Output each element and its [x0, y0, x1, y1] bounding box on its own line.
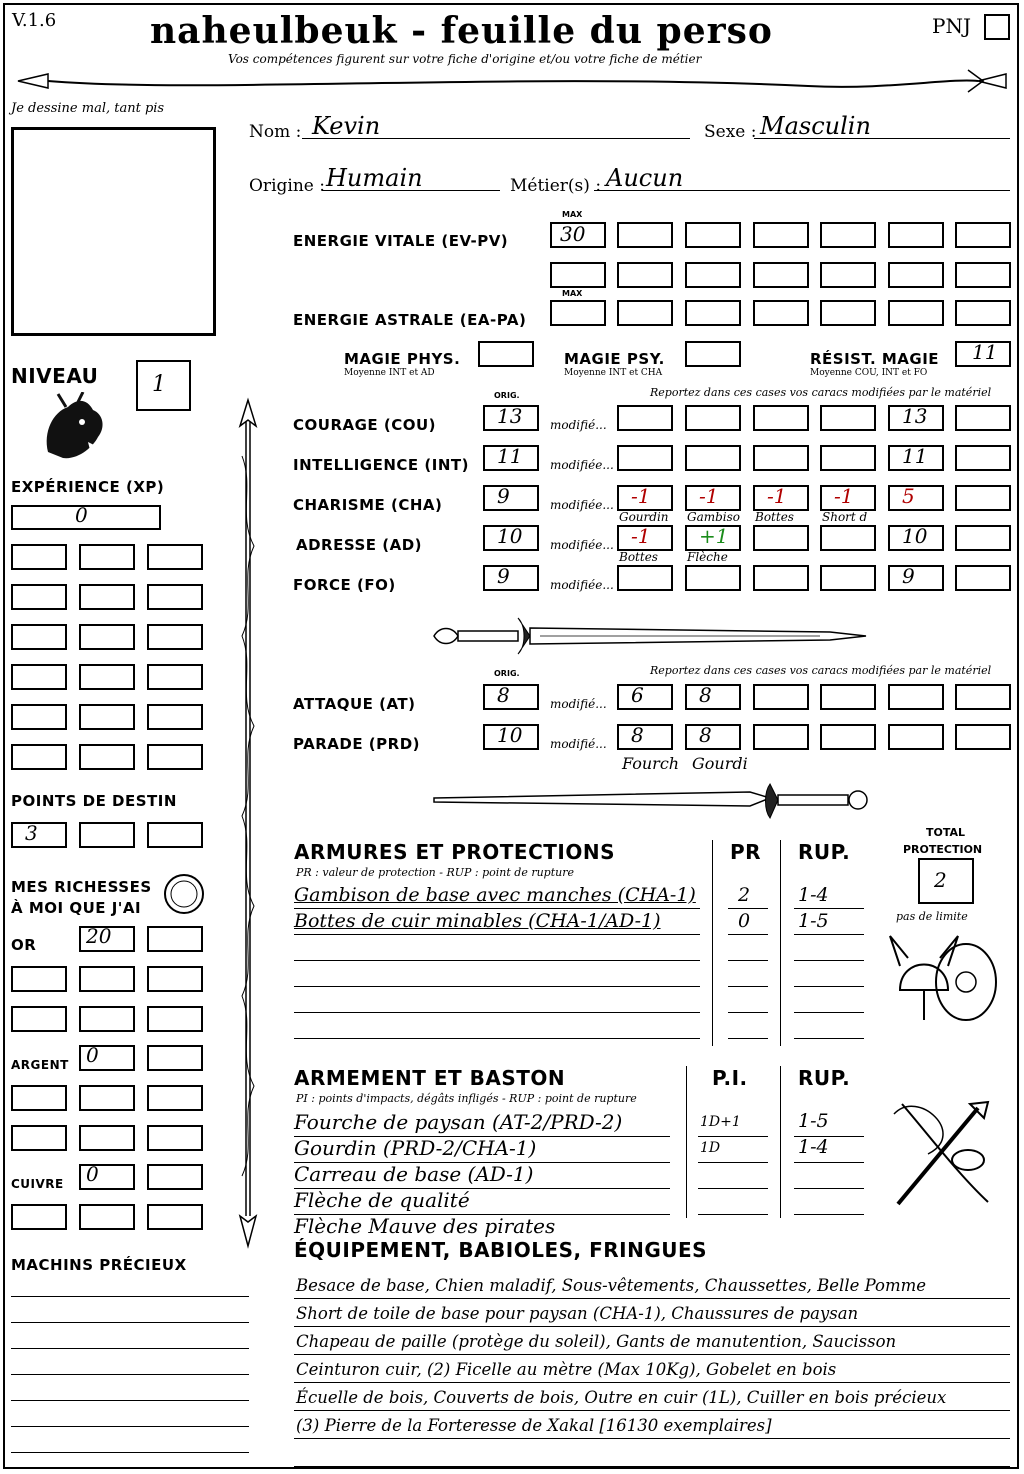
armure-rup-line[interactable]: [794, 986, 864, 987]
cuivre-value: 0: [86, 1162, 99, 1186]
carac-mod-box[interactable]: [753, 565, 809, 591]
combat-modifie-label: modifié...: [550, 737, 607, 751]
armure-name[interactable]: Bottes de cuir minables (CHA-1/AD-1): [294, 910, 661, 932]
combat-mod-box[interactable]: [955, 684, 1011, 710]
combat-mod-value: 8: [699, 683, 712, 707]
xp-box[interactable]: [147, 704, 203, 730]
combat-mod-box[interactable]: [617, 724, 673, 750]
carac-mod-box[interactable]: [955, 525, 1011, 551]
destin-label: POINTS DE DESTIN: [11, 792, 177, 810]
no-limit-note: pas de limite: [896, 910, 968, 923]
rich-box[interactable]: [147, 1085, 203, 1111]
armures-pr-header: PR: [730, 840, 762, 864]
armure-pr[interactable]: 2: [738, 884, 751, 906]
ev-max-value: 30: [560, 222, 586, 246]
arme-pi[interactable]: 1D+1: [700, 1114, 741, 1130]
magie-psy-sub: Moyenne INT et CHA: [564, 368, 663, 378]
rich-box[interactable]: [79, 1085, 135, 1111]
ea-box[interactable]: [955, 300, 1011, 326]
equipement-item[interactable]: Écuelle de bois, Couverts de bois, Outre en cuir (1L), Cuiller en bois précieux: [296, 1388, 947, 1407]
combat-mod-box[interactable]: [820, 684, 876, 710]
armure-rup-line[interactable]: [794, 1038, 864, 1039]
carac-note: Short d: [822, 510, 868, 524]
xp-box[interactable]: [147, 664, 203, 690]
carac-mod-box[interactable]: [685, 405, 741, 431]
ea-box[interactable]: [617, 300, 673, 326]
xp-box[interactable]: [79, 664, 135, 690]
rich-box[interactable]: [79, 1125, 135, 1151]
carac-mod-value: 13: [902, 404, 928, 428]
destin-box-1[interactable]: [11, 822, 67, 848]
armures-rup-header: RUP.: [798, 840, 851, 864]
spear-divider-icon: [8, 64, 1016, 94]
carac-mod-box[interactable]: [820, 405, 876, 431]
destin-box-2[interactable]: [79, 822, 135, 848]
combat-mod-value: 6: [631, 683, 644, 707]
carac-mod-box[interactable]: [955, 565, 1011, 591]
combat-mod-value: 8: [631, 723, 644, 747]
carac-mod-value: -1: [767, 484, 787, 508]
armure-rup-line[interactable]: [794, 934, 864, 935]
ea-max-label: MAX: [562, 289, 583, 298]
carac-orig-value: 10: [497, 524, 523, 548]
equipement-line[interactable]: [294, 1326, 1010, 1327]
carac-mod-value: -1: [699, 484, 719, 508]
armure-pr-line[interactable]: [728, 1038, 768, 1039]
armures-divider: [712, 840, 713, 1046]
carac-orig-value: 9: [497, 484, 510, 508]
equipement-line[interactable]: [294, 1438, 1010, 1439]
destin-value: 3: [25, 821, 38, 845]
combat-mod-box[interactable]: [888, 684, 944, 710]
carac-mod-box[interactable]: [888, 565, 944, 591]
carac-orig-value: 13: [497, 404, 523, 428]
armement-title: ARMEMENT ET BASTON: [294, 1066, 566, 1090]
arme-pi-line[interactable]: [698, 1188, 768, 1189]
rich-box[interactable]: [11, 1006, 67, 1032]
richesses-label-2: À MOI QUE J'AI: [11, 899, 142, 917]
carac-mod-box[interactable]: [820, 445, 876, 471]
spear-icon: [228, 396, 268, 1256]
pnj-label: PNJ: [932, 14, 971, 38]
total-protection-value: 2: [934, 868, 947, 892]
armement-subtitle: PI : points d'impacts, dégâts infligés - RUP : point de rupture: [296, 1092, 637, 1105]
arme-rup-line[interactable]: [794, 1214, 864, 1215]
magie-phys-sub: Moyenne INT et AD: [344, 368, 435, 378]
xp-box[interactable]: [79, 624, 135, 650]
helmet-shield-icon: [888, 926, 1000, 1028]
xp-box[interactable]: [79, 704, 135, 730]
combat-orig-value: 10: [497, 723, 523, 747]
ea-label: ENERGIE ASTRALE (EA-PA): [293, 311, 527, 329]
carac-mod-box[interactable]: [888, 485, 944, 511]
magie-psy-box[interactable]: [685, 341, 741, 367]
arme-name[interactable]: Flèche de qualité: [294, 1188, 470, 1212]
coin-icon: [162, 872, 206, 916]
carac-label: CHARISME (CHA): [293, 496, 443, 514]
pnj-checkbox[interactable]: [984, 14, 1010, 40]
arme-rup-line[interactable]: [794, 1162, 864, 1163]
armure-rup-line[interactable]: [794, 908, 864, 909]
resist-magie-sub: Moyenne COU, INT et FO: [810, 368, 928, 378]
caracs-orig-label: ORIG.: [494, 391, 520, 400]
carac-mod-box[interactable]: [820, 565, 876, 591]
armement-divider: [686, 1066, 687, 1218]
ea-max-box[interactable]: [550, 300, 606, 326]
carac-mod-value: 11: [902, 444, 928, 468]
machins-line[interactable]: [11, 1374, 249, 1375]
combat-mod-box[interactable]: [955, 724, 1011, 750]
machins-line[interactable]: [11, 1296, 249, 1297]
portrait-box[interactable]: [11, 127, 216, 336]
armure-line[interactable]: [294, 986, 700, 987]
arme-rup[interactable]: 1-4: [798, 1136, 829, 1158]
portrait-caption: Je dessine mal, tant pis: [11, 101, 165, 116]
carac-modifie-label: modifiée...: [550, 578, 614, 592]
xp-box[interactable]: [147, 544, 203, 570]
carac-mod-value: -1: [834, 484, 854, 508]
armure-pr-line[interactable]: [728, 960, 768, 961]
rich-box[interactable]: [11, 966, 67, 992]
carac-mod-box[interactable]: [955, 485, 1011, 511]
armure-rup[interactable]: 1-4: [798, 884, 829, 906]
combat-label: PARADE (PRD): [293, 735, 421, 753]
armement-divider: [780, 1066, 781, 1218]
equipement-line[interactable]: [294, 1298, 1010, 1299]
arme-pi[interactable]: 1D: [700, 1140, 721, 1156]
armure-line[interactable]: [294, 1038, 700, 1039]
origine-value[interactable]: Humain: [326, 164, 423, 192]
xp-box[interactable]: [79, 544, 135, 570]
armure-line[interactable]: [294, 908, 700, 909]
armure-pr-line[interactable]: [728, 908, 768, 909]
carac-label: FORCE (FO): [293, 576, 396, 594]
equipement-item[interactable]: Short de toile de base pour paysan (CHA-1), Chaussures de paysan: [296, 1304, 859, 1323]
equipement-item[interactable]: Chapeau de paille (protège du soleil), Gants de manutention, Saucisson: [296, 1332, 897, 1351]
machins-line[interactable]: [11, 1400, 249, 1401]
metier-value[interactable]: Aucun: [606, 164, 684, 192]
combat-mod-box[interactable]: [753, 684, 809, 710]
combat-note-2: Gourdi: [692, 754, 748, 773]
armure-pr-line[interactable]: [728, 986, 768, 987]
magie-psy-label: MAGIE PSY.: [564, 350, 665, 368]
carac-label: INTELLIGENCE (INT): [293, 456, 469, 474]
rich-box[interactable]: [79, 1006, 135, 1032]
carac-mod-value: +1: [699, 524, 729, 548]
carac-label: ADRESSE (AD): [296, 536, 423, 554]
xp-box[interactable]: [11, 744, 67, 770]
dragon-head-icon: [38, 392, 108, 464]
ev-box[interactable]: [955, 222, 1011, 248]
total-protection-label-1: TOTAL: [926, 826, 966, 839]
carac-mod-box[interactable]: [955, 445, 1011, 471]
combat-orig-box[interactable]: [483, 684, 539, 710]
caracs-report-note: Reportez dans ces cases vos caracs modifiées par le matériel: [650, 386, 992, 399]
arme-pi-line[interactable]: [698, 1162, 768, 1163]
carac-note: Flèche: [687, 550, 728, 564]
armure-rup-line[interactable]: [794, 960, 864, 961]
xp-box[interactable]: [79, 584, 135, 610]
richesses-label-1: MES RICHESSES: [11, 878, 152, 896]
machins-line[interactable]: [11, 1322, 249, 1323]
equipement-line[interactable]: [294, 1410, 1010, 1411]
carac-mod-box[interactable]: [617, 405, 673, 431]
armure-line[interactable]: [294, 1012, 700, 1013]
carac-note: Bottes: [755, 510, 794, 524]
carac-orig-value: 9: [497, 564, 510, 588]
combat-mod-box[interactable]: [685, 684, 741, 710]
ev-box[interactable]: [753, 222, 809, 248]
armure-pr-line[interactable]: [728, 934, 768, 935]
carac-modifie-label: modifiée...: [550, 458, 614, 472]
xp-box[interactable]: [147, 584, 203, 610]
combat-mod-box[interactable]: [617, 684, 673, 710]
argent-label: ARGENT: [11, 1058, 69, 1072]
equipement-item[interactable]: (3) Pierre de la Forteresse de Xakal [16130 exemplaires]: [296, 1416, 772, 1435]
or-label: OR: [11, 936, 37, 954]
weapons-icon: [888, 1094, 1000, 1212]
nom-label: Nom :: [249, 122, 302, 142]
magie-phys-label: MAGIE PHYS.: [344, 350, 461, 368]
argent-value: 0: [86, 1043, 99, 1067]
combat-report-note: Reportez dans ces cases vos caracs modifiées par le matériel: [650, 664, 992, 677]
rich-box[interactable]: [79, 966, 135, 992]
arme-rup[interactable]: 1-5: [798, 1110, 829, 1132]
carac-mod-box[interactable]: [685, 565, 741, 591]
armure-pr-line[interactable]: [728, 1012, 768, 1013]
resist-magie-label: RÉSIST. MAGIE: [810, 350, 940, 368]
xp-box[interactable]: [11, 664, 67, 690]
xp-box[interactable]: [11, 584, 67, 610]
combat-label: ATTAQUE (AT): [293, 695, 416, 713]
carac-modifie-label: modifiée...: [550, 498, 614, 512]
nom-value[interactable]: Kevin: [312, 112, 381, 140]
niveau-value: 1: [152, 372, 166, 397]
ea-box[interactable]: [888, 300, 944, 326]
equipement-item[interactable]: Ceinturon cuir, (2) Ficelle au mètre (Max 10Kg), Gobelet en bois: [296, 1360, 837, 1379]
combat-mod-box[interactable]: [685, 724, 741, 750]
carac-mod-box[interactable]: [753, 405, 809, 431]
combat-mod-box[interactable]: [820, 724, 876, 750]
carac-mod-box[interactable]: [685, 445, 741, 471]
carac-mod-box[interactable]: [753, 445, 809, 471]
ea-box[interactable]: [685, 300, 741, 326]
xp-box[interactable]: [147, 744, 203, 770]
cuivre-box-2[interactable]: [147, 1164, 203, 1190]
sexe-value[interactable]: Masculin: [760, 112, 871, 140]
combat-note-1: Fourch: [622, 754, 680, 773]
armures-title: ARMURES ET PROTECTIONS: [294, 840, 615, 864]
equipement-line[interactable]: [294, 1466, 1010, 1467]
carac-mod-value: 5: [902, 484, 915, 508]
ev-box[interactable]: [617, 262, 673, 288]
combat-mod-box[interactable]: [888, 724, 944, 750]
xp-box[interactable]: [11, 704, 67, 730]
xp-box[interactable]: [147, 624, 203, 650]
resist-magie-value: 11: [972, 340, 998, 364]
xp-box[interactable]: [79, 744, 135, 770]
combat-modifie-label: modifié...: [550, 697, 607, 711]
carac-note: Gambiso: [687, 510, 741, 524]
ev-max-label: MAX: [562, 210, 583, 219]
armure-line[interactable]: [294, 960, 700, 961]
xp-label: EXPÉRIENCE (XP): [11, 478, 165, 496]
ev-box[interactable]: [820, 262, 876, 288]
carac-mod-box[interactable]: [753, 525, 809, 551]
sheet-title: naheulbeuk - feuille du perso: [150, 10, 773, 52]
destin-box-3[interactable]: [147, 822, 203, 848]
ev-box[interactable]: [888, 222, 944, 248]
ea-box[interactable]: [753, 300, 809, 326]
carac-note: Bottes: [619, 550, 658, 564]
armures-subtitle: PR : valeur de protection - RUP : point de rupture: [296, 866, 574, 879]
origine-label: Origine :: [249, 176, 325, 196]
xp-value: 0: [75, 503, 88, 527]
armement-pi-header: P.I.: [712, 1066, 748, 1090]
ev-box[interactable]: [955, 262, 1011, 288]
carac-orig-box[interactable]: [483, 565, 539, 591]
arme-name[interactable]: Fourche de paysan (AT-2/PRD-2): [294, 1110, 623, 1134]
carac-note: Gourdin: [619, 510, 669, 524]
armure-pr[interactable]: 0: [738, 910, 751, 932]
argent-box-2[interactable]: [147, 1045, 203, 1071]
sexe-label: Sexe :: [704, 122, 757, 142]
xp-box[interactable]: [11, 544, 67, 570]
armures-divider: [780, 840, 781, 1046]
combat-mod-box[interactable]: [753, 724, 809, 750]
carac-modifie-label: modifié...: [550, 418, 607, 432]
rich-box[interactable]: [11, 1085, 67, 1111]
ev-box[interactable]: [617, 222, 673, 248]
or-value: 20: [86, 924, 112, 948]
equipement-item[interactable]: Besace de base, Chien maladif, Sous-vêtements, Chaussettes, Belle Pomme: [296, 1276, 927, 1295]
niveau-label: NIVEAU: [11, 364, 99, 388]
carac-mod-value: -1: [631, 524, 651, 548]
carac-mod-value: 9: [902, 564, 915, 588]
machins-line[interactable]: [11, 1426, 249, 1427]
arme-rup-line[interactable]: [794, 1188, 864, 1189]
combat-mod-value: 8: [699, 723, 712, 747]
arme-name[interactable]: Carreau de base (AD-1): [294, 1162, 534, 1186]
armure-rup-line[interactable]: [794, 1012, 864, 1013]
ev-box[interactable]: [820, 222, 876, 248]
ev-box[interactable]: [888, 262, 944, 288]
rich-box[interactable]: [147, 1125, 203, 1151]
sheet-subtitle: Vos compétences figurent sur votre fiche d'origine et/ou votre fiche de métier: [228, 52, 702, 66]
ev-box[interactable]: [685, 222, 741, 248]
machins-line[interactable]: [11, 1452, 249, 1453]
ev-box[interactable]: [550, 262, 606, 288]
arme-name[interactable]: Gourdin (PRD-2/CHA-1): [294, 1136, 537, 1160]
carac-mod-value: -1: [631, 484, 651, 508]
ea-box[interactable]: [820, 300, 876, 326]
or-box-2[interactable]: [147, 926, 203, 952]
rich-box[interactable]: [147, 966, 203, 992]
rich-box[interactable]: [11, 1204, 67, 1230]
carac-mod-value: 10: [902, 524, 928, 548]
total-protection-label-2: PROTECTION: [903, 843, 983, 856]
sword-icon: [430, 778, 870, 826]
rich-box[interactable]: [79, 1204, 135, 1230]
arme-name[interactable]: Flèche Mauve des pirates: [294, 1214, 556, 1238]
carac-orig-box[interactable]: [483, 485, 539, 511]
machins-line[interactable]: [11, 1348, 249, 1349]
sword-icon: [430, 612, 870, 660]
carac-label: COURAGE (COU): [293, 416, 437, 434]
carac-mod-box[interactable]: [820, 525, 876, 551]
armement-rup-header: RUP.: [798, 1066, 851, 1090]
carac-orig-value: 11: [497, 444, 523, 468]
xp-box[interactable]: [11, 624, 67, 650]
ev-label: ENERGIE VITALE (EV-PV): [293, 232, 509, 250]
armure-name[interactable]: Gambison de base avec manches (CHA-1): [294, 884, 696, 906]
equipement-title: ÉQUIPEMENT, BABIOLES, FRINGUES: [294, 1238, 708, 1262]
rich-box[interactable]: [147, 1006, 203, 1032]
rich-box[interactable]: [11, 1125, 67, 1151]
carac-mod-box[interactable]: [955, 405, 1011, 431]
arme-pi-line[interactable]: [698, 1214, 768, 1215]
arme-pi-line[interactable]: [698, 1136, 768, 1137]
ev-box[interactable]: [685, 262, 741, 288]
combat-orig-value: 8: [497, 683, 510, 707]
machins-label: MACHINS PRÉCIEUX: [11, 1256, 187, 1274]
ev-box[interactable]: [753, 262, 809, 288]
carac-modifie-label: modifiée...: [550, 538, 614, 552]
carac-mod-box[interactable]: [617, 445, 673, 471]
carac-mod-box[interactable]: [617, 565, 673, 591]
metier-label: Métier(s) :: [510, 176, 602, 196]
armure-rup[interactable]: 1-5: [798, 910, 829, 932]
version-label: V.1.6: [12, 10, 57, 31]
armure-line[interactable]: [294, 934, 700, 935]
equipement-line[interactable]: [294, 1354, 1010, 1355]
equipement-line[interactable]: [294, 1382, 1010, 1383]
magie-phys-box[interactable]: [478, 341, 534, 367]
combat-orig-label: ORIG.: [494, 669, 520, 678]
cuivre-label: CUIVRE: [11, 1177, 64, 1191]
rich-box[interactable]: [147, 1204, 203, 1230]
